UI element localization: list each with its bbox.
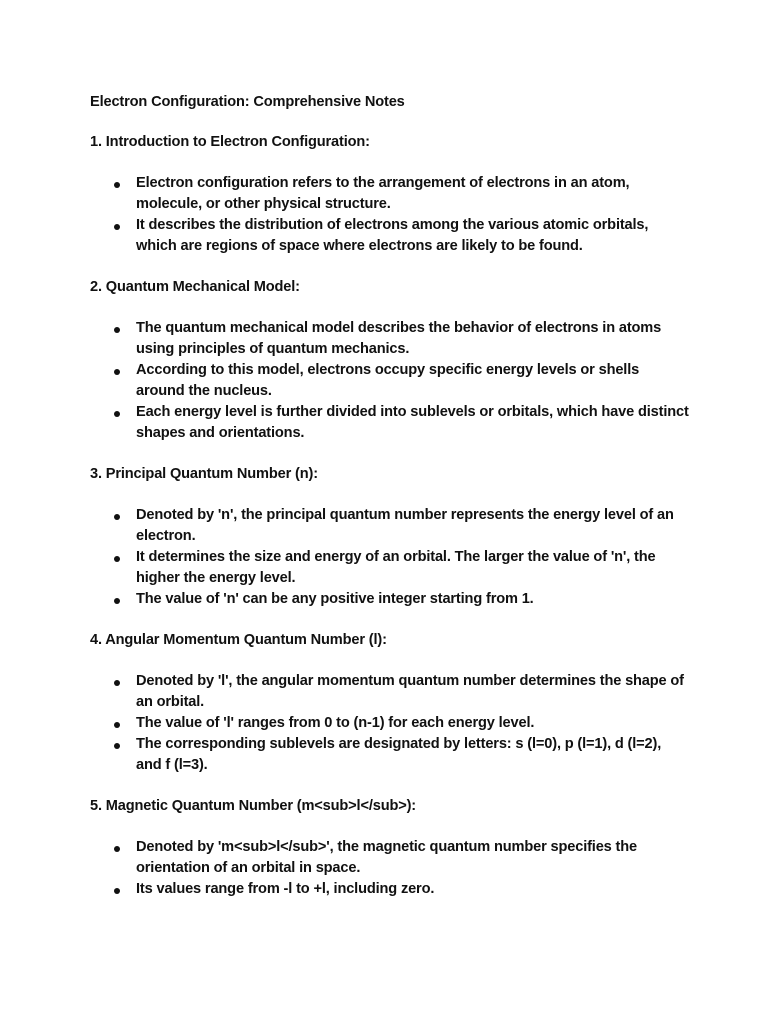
list-item — [90, 547, 690, 589]
bullet-icon — [114, 411, 120, 417]
document-title: Electron Configuration: Comprehensive Notes — [90, 94, 405, 110]
bullet-icon — [114, 888, 120, 894]
bullet-list — [90, 173, 690, 257]
section-heading: 1. Introduction to Electron Configuration: — [90, 134, 370, 150]
bullet-icon — [114, 556, 120, 562]
bullet-icon — [114, 846, 120, 852]
list-item-text: According to this model, electrons occupy specific energy levels or shells around the nucleus. — [136, 362, 640, 399]
bullet-icon — [114, 743, 120, 749]
list-item — [90, 837, 690, 879]
section-heading: 3. Principal Quantum Number (n): — [90, 466, 318, 482]
section-heading: 4. Angular Momentum Quantum Number (l): — [90, 632, 387, 648]
bullet-icon — [114, 182, 120, 188]
list-item — [90, 318, 690, 360]
bullet-list — [90, 837, 690, 900]
bullet-icon — [114, 369, 120, 375]
list-item-text: Each energy level is further divided into sublevels or orbitals, which have distinct shapes and orientations. — [136, 404, 689, 441]
section-heading: 5. Magnetic Quantum Number (m<sub>l</sub>): — [90, 798, 417, 814]
section-heading: 2. Quantum Mechanical Model: — [90, 279, 300, 295]
list-item — [90, 589, 690, 610]
list-item — [90, 713, 690, 734]
bullet-icon — [114, 598, 120, 604]
bullet-icon — [114, 680, 120, 686]
bullet-icon — [114, 514, 120, 520]
list-item — [90, 879, 690, 900]
list-item — [90, 360, 690, 402]
list-item — [90, 173, 690, 215]
list-item — [90, 734, 690, 776]
list-item-text: The corresponding sublevels are designated by letters: s (l=0), p (l=1), d (l=2), and f (l=3). — [136, 736, 662, 773]
list-item-text: Denoted by 'n', the principal quantum number represents the energy level of an electron. — [136, 507, 674, 544]
list-item — [90, 671, 690, 713]
bullet-icon — [114, 224, 120, 230]
bullet-icon — [114, 722, 120, 728]
list-item — [90, 215, 690, 257]
bullet-list — [90, 505, 690, 610]
document-content — [90, 92, 690, 920]
bullet-list — [90, 318, 690, 444]
bullet-icon — [114, 327, 120, 333]
list-item — [90, 402, 690, 444]
bullet-list — [90, 671, 690, 776]
list-item-text: Its values range from -l to +l, including zero. — [136, 881, 435, 897]
list-item-text: The value of 'l' ranges from 0 to (n-1) for each energy level. — [136, 715, 535, 731]
list-item-text: Denoted by 'l', the angular momentum quantum number determines the shape of an orbital. — [136, 673, 684, 710]
list-item-text: It determines the size and energy of an orbital. The larger the value of 'n', the higher the energy level. — [136, 549, 656, 586]
list-item-text: Electron configuration refers to the arrangement of electrons in an atom, molecule, or other physical structure. — [136, 175, 630, 212]
list-item-text: Denoted by 'm<sub>l</sub>', the magnetic quantum number specifies the orientation of an orbital in space. — [136, 839, 637, 876]
list-item-text: The quantum mechanical model describes the behavior of electrons in atoms using principles of quantum mechanics. — [136, 320, 662, 357]
list-item-text: The value of 'n' can be any positive integer starting from 1. — [136, 591, 534, 607]
list-item — [90, 505, 690, 547]
list-item-text: It describes the distribution of electrons among the various atomic orbitals, which are regions of space where electrons are likely to be found. — [136, 217, 649, 254]
